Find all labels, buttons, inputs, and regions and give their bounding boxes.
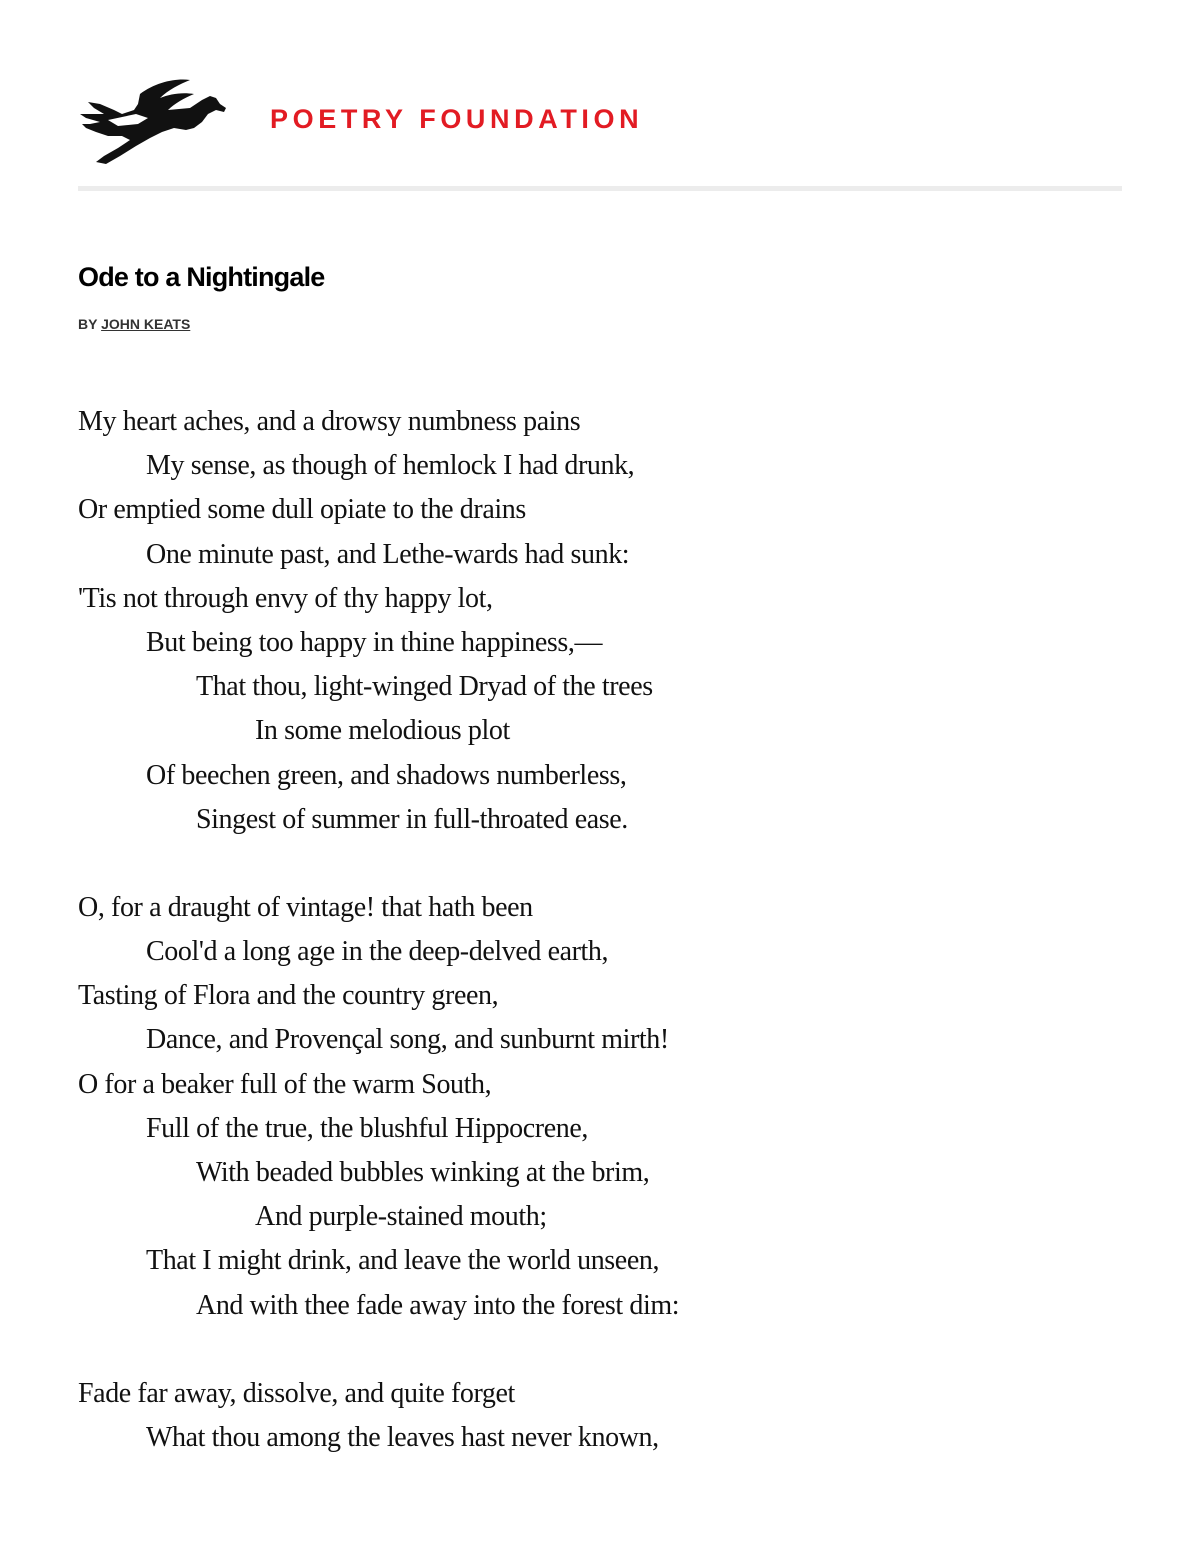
poem-line: In some melodious plot: [255, 715, 510, 747]
poem-body: [78, 400, 1078, 1504]
poem-line: With beaded bubbles winking at the brim,: [196, 1157, 650, 1188]
poem-line: Dance, and Provençal song, and sunburnt mirth!: [146, 1024, 669, 1056]
poem-line: Singest of summer in full-throated ease.: [196, 803, 628, 835]
byline: [78, 316, 190, 332]
header-divider: [78, 186, 1122, 191]
poem-line: Of beechen green, and shadows numberless,: [146, 759, 627, 791]
poem-line: What thou among the leaves hast never known,: [146, 1421, 659, 1453]
brand-name[interactable]: POETRY FOUNDATION: [270, 104, 644, 134]
poem-line: My heart aches, and a drowsy numbness pains: [78, 406, 581, 437]
poem-line: O, for a draught of vintage! that hath been: [78, 891, 533, 923]
poem-line: And purple-stained mouth;: [255, 1201, 547, 1233]
stanza: [78, 400, 1078, 842]
by-label: BY: [78, 316, 98, 332]
poem-line: Cool'd a long age in the deep-delved earth,: [146, 936, 609, 968]
poem-line: Full of the true, the blushful Hippocrene,: [146, 1112, 588, 1144]
poem-line: Or emptied some dull opiate to the drains: [78, 494, 526, 526]
poem-line: My sense, as though of hemlock I had drunk,: [146, 450, 635, 482]
stanza: [78, 1372, 1078, 1460]
poem-line: One minute past, and Lethe-wards had sunk:: [146, 538, 630, 570]
poem-line: Tasting of Flora and the country green,: [78, 980, 499, 1012]
poem-line: That thou, light-winged Dryad of the trees: [196, 671, 653, 703]
author-link[interactable]: JOHN KEATS: [101, 316, 191, 332]
site-header: [78, 74, 1122, 174]
poem-line: 'Tis not through envy of thy happy lot,: [78, 582, 493, 614]
stanza: [78, 886, 1078, 1328]
poem-line: But being too happy in thine happiness,—: [146, 626, 603, 658]
poem-line: And with thee fade away into the forest dim:: [196, 1289, 680, 1321]
poem-line: That I might drink, and leave the world unseen,: [146, 1245, 660, 1277]
poem-line: Fade far away, dissolve, and quite forget: [78, 1377, 515, 1409]
pegasus-icon[interactable]: [78, 74, 228, 166]
poem-title: Ode to a Nightingale: [78, 262, 325, 292]
poem-line: O for a beaker full of the warm South,: [78, 1068, 492, 1100]
